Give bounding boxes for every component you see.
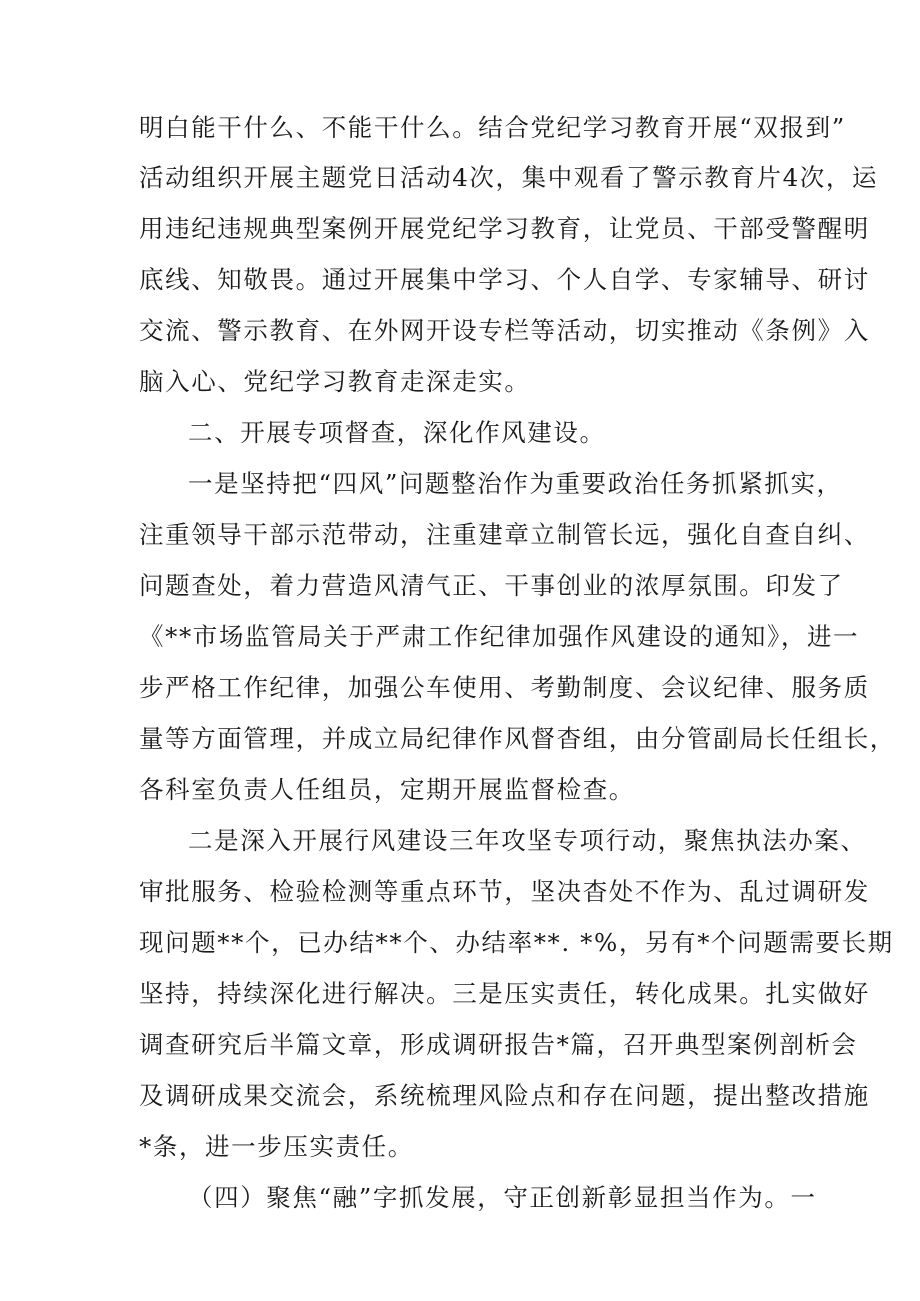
text-line: 底线、知敬畏。通过开展集中学习、个人自学、专家辅导、研讨 — [139, 265, 870, 294]
text-line: 问题查处，着力营造风清气正、干事创业的浓厚氛围。印发了 — [139, 571, 844, 600]
text-line: 量等方面管理，并成立局纪律作风督杳组，由分管副局长任组长， — [139, 724, 896, 753]
text-line: 活动组织开展主题党日活动4次，集中观看了警示教育片4次，运 — [139, 163, 879, 192]
text-line: 调查研究后半篇文章，形成调研报告*篇，召开典型案例剖析会 — [139, 1030, 858, 1059]
section-heading: 二、开展专项督查，深化作风建设。 — [188, 418, 606, 447]
text-line: 明白能干什么、不能干什么。结合党纪学习教育开展“双报到” — [139, 113, 846, 142]
text-line: 坚持，持续深化进行解决。三是压实责任，转化成果。扎实做好 — [139, 979, 870, 1008]
text-line: 现问题**个，已办结**个、办结率**. *%，另有*个问题需要长期 — [139, 928, 894, 957]
text-line: *条，进一步压实责任。 — [139, 1132, 414, 1161]
text-line: 各科室负责人任组员，定期开展监督检查。 — [139, 775, 635, 804]
text-line: 用违纪违规典型案例开展党纪学习教育，让党员、干部受警醒明 — [139, 214, 870, 243]
text-line: 审批服务、检验检测等重点环节，坚决杳处不作为、乱过调研发 — [139, 877, 870, 906]
section-heading: （四）聚焦“融”字抓发展，守正创新彰显担当作为。一 — [188, 1183, 817, 1212]
text-line: 交流、警示教育、在外网开设专栏等活动，切实推动《条例》入 — [139, 316, 870, 345]
text-line: 及调研成果交流会，系统梳理风险点和存在问题，提出整改措施 — [139, 1081, 870, 1110]
text-line: 注重领导干部示范带动，注重建章立制管长远，强化自查自纠、 — [139, 520, 870, 549]
text-line: 脑入心、党纪学习教育走深走实。 — [139, 367, 531, 396]
text-line: 一是坚持把“四风”问题整治作为重要政治任务抓紧抓实， — [188, 469, 843, 498]
text-line: 二是深入开展行风建设三年攻坚专项行动，聚焦执法办案、 — [188, 826, 867, 855]
text-line: 《**市场监管局关于严肃工作纪律加强作风建设的通知》，进一 — [139, 622, 860, 651]
text-line: 步严格工作纪律，加强公车使用、考勤制度、会议纪律、服务质 — [139, 673, 870, 702]
